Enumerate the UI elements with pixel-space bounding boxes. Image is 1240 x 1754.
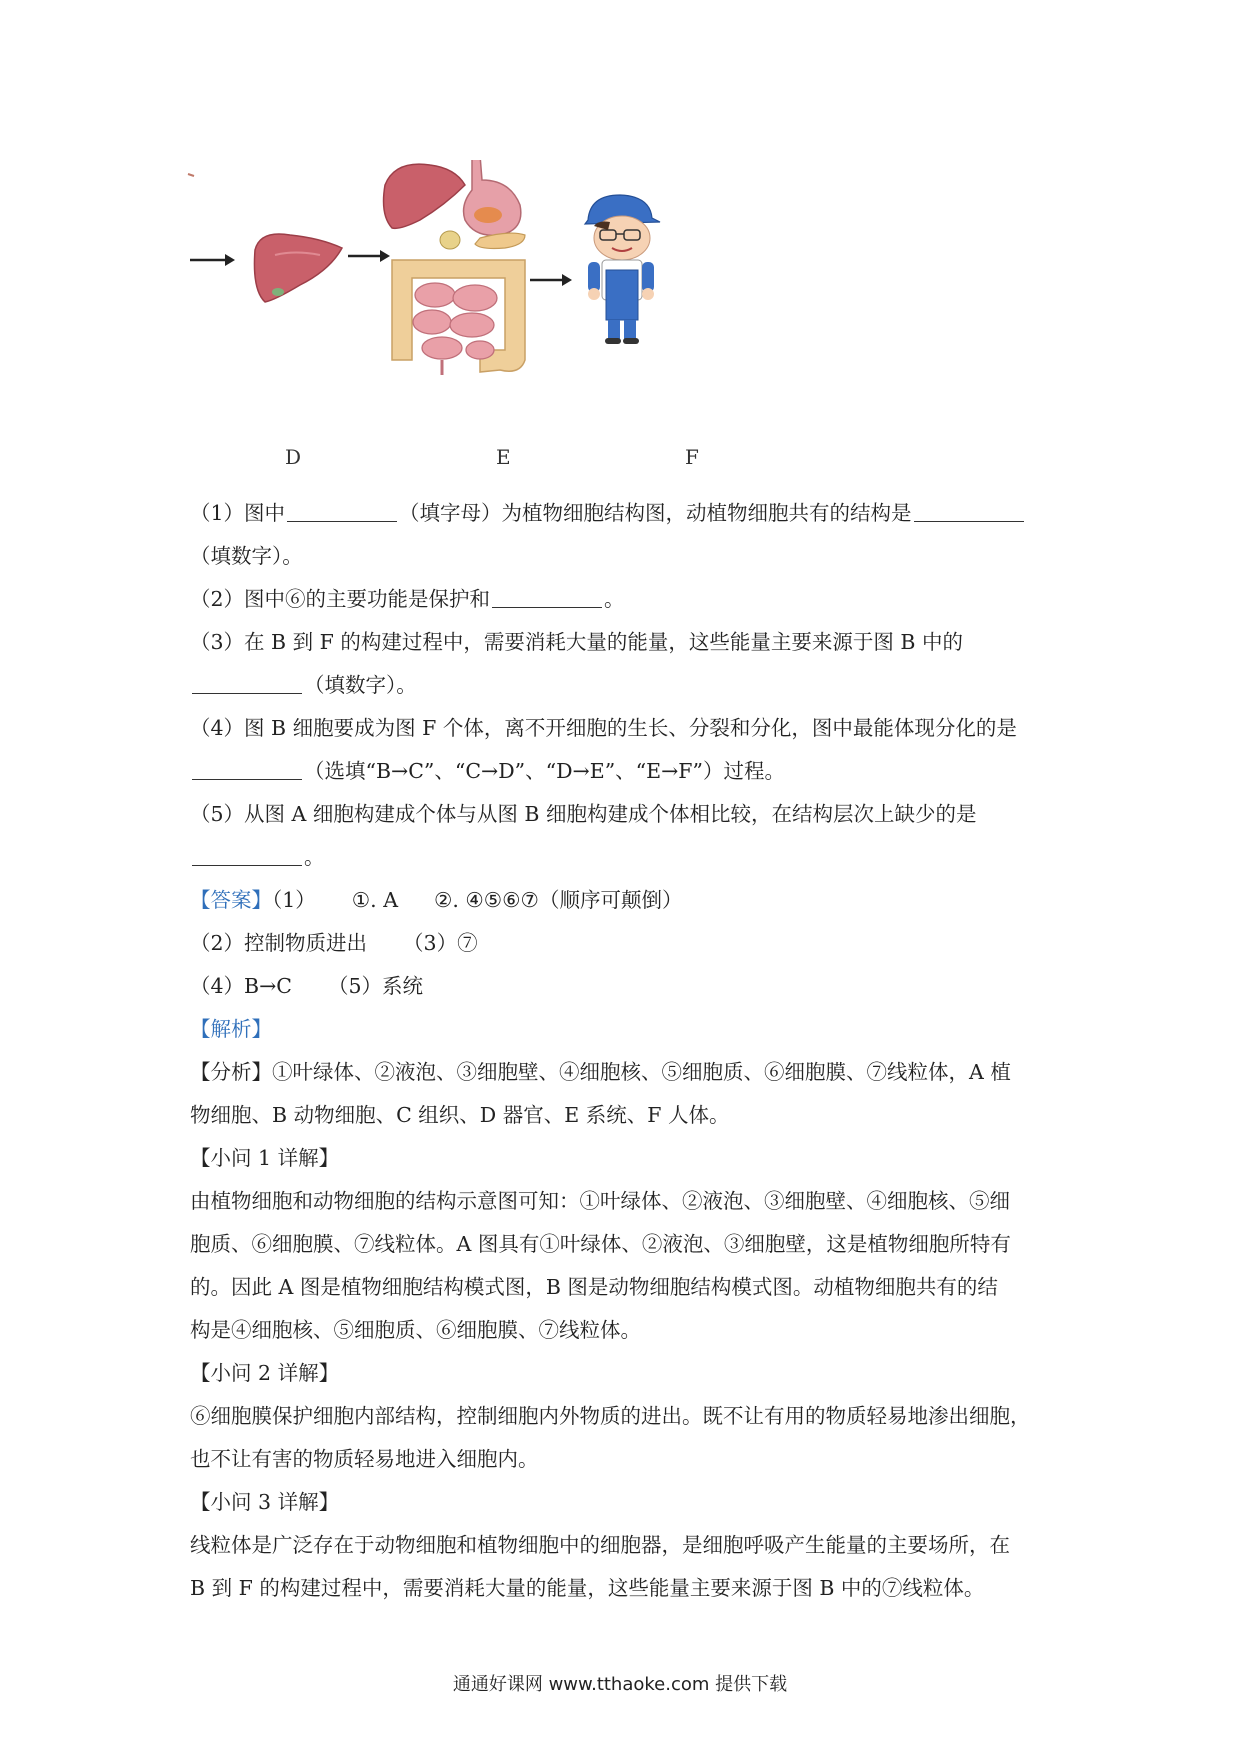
question-1-line: （1）图中 （填字母）为植物细胞结构图，动植物细胞共有的结构是: [190, 492, 1060, 535]
answer-blank: [914, 501, 1024, 522]
arrow-icon: [190, 254, 235, 266]
figure-illustration: [180, 160, 740, 480]
analysis-fenxi-2: 物细胞、B 动物细胞、C 组织、D 器官、E 系统、F 人体。: [190, 1103, 730, 1127]
arrow-icon: [348, 250, 390, 262]
answer-blank: [192, 759, 302, 780]
figure-label-e: E: [496, 445, 511, 469]
person-figure-icon: [585, 195, 660, 344]
subquestion-3-text: B 到 F 的构建过程中，需要消耗大量的能量，这些能量主要来源于图 B 中的⑦线粒体。: [190, 1576, 985, 1600]
digestive-system-icon: [384, 160, 525, 375]
subquestion-3-heading: 【小问 3 详解】: [190, 1490, 340, 1514]
subquestion-1-text: 胞质、⑥细胞膜、⑦线粒体。A 图具有①叶绿体、②液泡、③细胞壁，这是植物细胞所特有: [190, 1232, 1011, 1256]
question-2-line: （2）图中⑥的主要功能是保护和 。: [190, 587, 625, 611]
question-3-line: （3）在 B 到 F 的构建过程中，需要消耗大量的能量，这些能量主要来源于图 B 中的: [190, 630, 963, 654]
question-1-line-2: （填数字）。: [190, 544, 303, 568]
subquestion-2-text: ⑥细胞膜保护细胞内部结构，控制细胞内外物质的进出。既不让有用的物质轻易地渗出细胞，: [190, 1404, 1031, 1428]
subquestion-2-text: 也不让有害的物质轻易地进入细胞内。: [190, 1447, 539, 1471]
analysis-fenxi-1: 【分析】①叶绿体、②液泡、③细胞壁、④细胞核、⑤细胞质、⑥细胞膜、⑦线粒体，A 植: [190, 1060, 1011, 1084]
answer-line-3: （4）B→C （5）系统: [190, 974, 424, 998]
subquestion-3-text: 线粒体是广泛存在于动物细胞和植物细胞中的细胞器，是细胞呼吸产生能量的主要场所，在: [190, 1533, 1010, 1557]
subquestion-1-text: 的。因此 A 图是植物细胞结构模式图，B 图是动物细胞结构模式图。动植物细胞共有的结: [190, 1275, 998, 1299]
organism-structure-figure: [180, 160, 740, 480]
question-5-line: （5）从图 A 细胞构建成个体与从图 B 细胞构建成个体相比较，在结构层次上缺少的是: [190, 802, 977, 826]
answer-line-1: 【答案】（1） ①. A ②. ④⑤⑥⑦（顺序可颠倒）: [190, 888, 683, 912]
figure-label-d: D: [285, 445, 302, 469]
document-body: [190, 492, 1060, 1610]
answer-blank: [192, 845, 302, 866]
answer-blank: [492, 587, 602, 608]
analysis-tag: 【解析】: [190, 1017, 272, 1041]
subquestion-1-text: 构是④细胞核、⑤细胞质、⑥细胞膜、⑦线粒体。: [190, 1318, 641, 1342]
question-4-line-2: （选填“B→C”、“C→D”、“D→E”、“E→F”）过程。: [190, 750, 1060, 793]
page-footer: 通通好课网 www.tthaoke.com 提供下载: [452, 1674, 788, 1695]
figure-label-f: F: [685, 445, 699, 469]
answer-blank: [287, 501, 397, 522]
liver-organ-icon: [254, 234, 342, 302]
mark-icon: [188, 174, 194, 176]
answer-line-2: （2）控制物质进出 （3）⑦: [190, 931, 478, 955]
question-5-line-2: 。: [190, 836, 1060, 879]
question-3-line-2: （填数字）。: [190, 664, 1060, 707]
question-4-line: （4）图 B 细胞要成为图 F 个体，离不开细胞的生长、分裂和分化，图中最能体现分化的是: [190, 716, 1017, 740]
arrow-icon: [530, 274, 572, 286]
subquestion-1-text: 由植物细胞和动物细胞的结构示意图可知：①叶绿体、②液泡、③细胞壁、④细胞核、⑤细: [190, 1189, 1010, 1213]
subquestion-1-heading: 【小问 1 详解】: [190, 1146, 340, 1170]
answer-tag: 【答案】: [190, 888, 272, 912]
answer-blank: [192, 673, 302, 694]
subquestion-2-heading: 【小问 2 详解】: [190, 1361, 340, 1385]
